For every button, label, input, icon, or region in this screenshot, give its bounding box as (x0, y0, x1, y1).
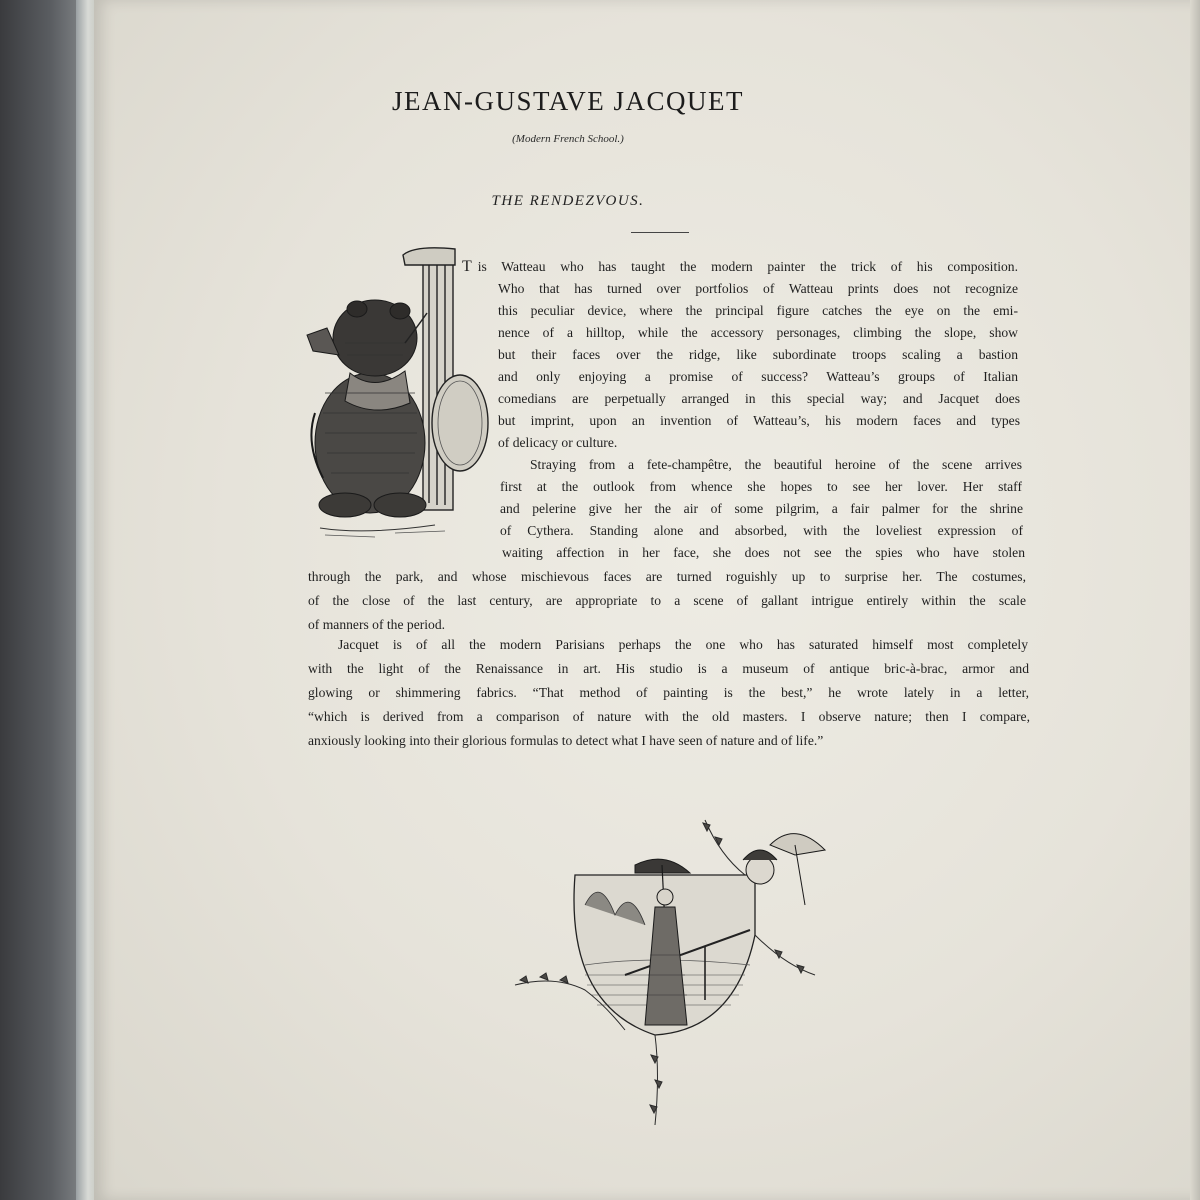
text-line: waiting affection in her face, she does not see the spies who have stolen (502, 545, 1025, 560)
lady-parasol-vignette (505, 815, 835, 1130)
artwork-title: THE RENDEZVOUS. (491, 193, 645, 209)
text-line: comedians are perpetually arranged in this special way; and Jacquet does (498, 391, 1020, 406)
text-line: and pelerine give her the air of some pilgrim, a fair palmer for the shrine (500, 501, 1023, 516)
bear (307, 300, 426, 517)
title-rule (631, 232, 689, 233)
text-line: Straying from a fete-champêtre, the beautiful heroine of the scene arrives (530, 457, 1022, 472)
text-line: of the close of the last century, are appropriate to a scene of gallant intrigue entirely within the scale (308, 593, 1026, 608)
book-spine-edge (76, 0, 96, 1200)
text-line: of delicacy or culture. (498, 435, 618, 450)
text-line: Who that has turned over portfolios of Watteau prints does not recognize (498, 281, 1018, 296)
text-line: this peculiar device, where the principal figure catches the eye on the emi- (498, 303, 1018, 318)
text-line: T is Watteau who has taught the modern painter the trick of his composition. (462, 258, 1018, 275)
page-title: JEAN-GUSTAVE JACQUET (391, 86, 745, 116)
text-line: with the light of the Renaissance in art. His studio is a museum of antique bric-à-brac, armor and (308, 661, 1029, 676)
text-line: Jacquet is of all the modern Parisians perhaps the one who has saturated himself most completely (338, 637, 1028, 652)
text-line: first at the outlook from whence she hopes to see her lover. Her staff (500, 479, 1022, 494)
page-edge (1190, 0, 1200, 1200)
school-caption: (Modern French School.) (512, 133, 624, 145)
tambourine (432, 375, 488, 471)
text-line: through the park, and whose mischievous faces are turned roguishly up to surprise her. The costumes, (308, 569, 1026, 584)
bear-initial-illustration (305, 243, 495, 543)
text-line: nence of a hilltop, while the accessory personages, climbing the slope, show (498, 325, 1018, 340)
text-line: “which is derived from a comparison of nature with the old masters. I observe nature; then I compare, (308, 709, 1030, 724)
text-line: anxiously looking into their glorious formulas to detect what I have seen of nature and of life.” (308, 733, 824, 748)
text-line: of Cythera. Standing alone and absorbed, with the loveliest expression of (500, 523, 1023, 538)
text-line: of manners of the period. (308, 617, 446, 632)
text-line: and only enjoying a promise of success? Watteau’s groups of Italian (498, 369, 1018, 384)
drop-cap: T (462, 258, 472, 275)
text-line: glowing or shimmering fabrics. “That method of painting is the best,” he wrote lately in a letter, (308, 685, 1029, 700)
text-line: but their faces over the ridge, like subordinate troops scaling a bastion (498, 347, 1018, 362)
text-line: but imprint, upon an invention of Watteau’s, his modern faces and types (498, 413, 1020, 428)
